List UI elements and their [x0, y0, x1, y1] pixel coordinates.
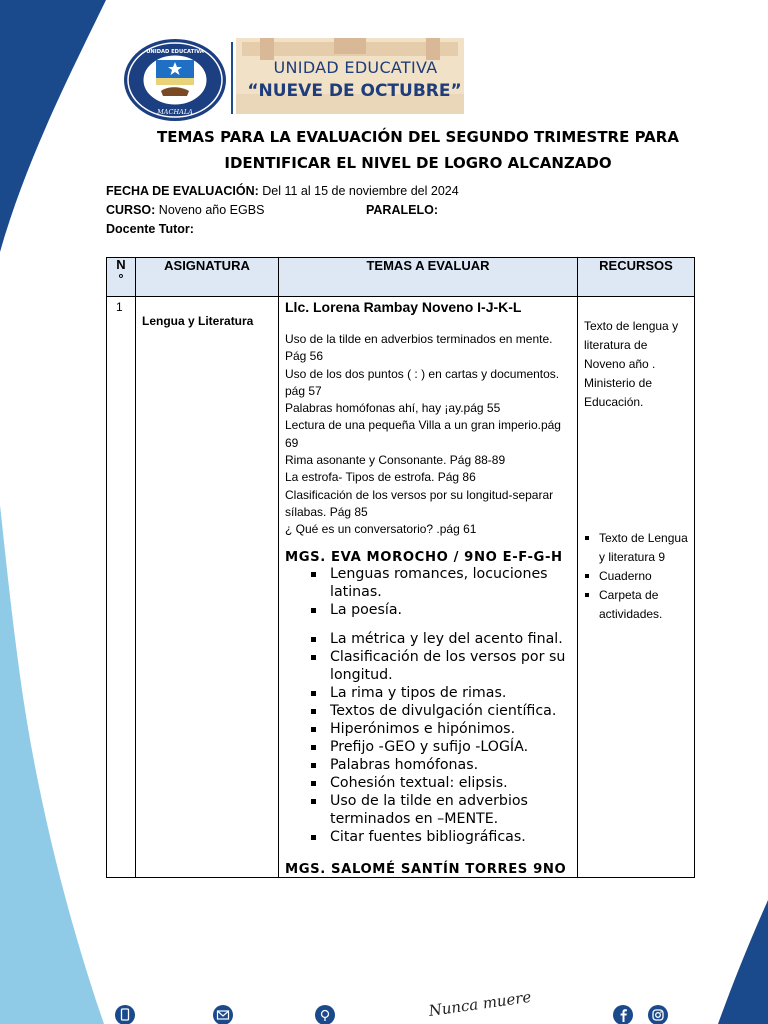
topics-table [106, 257, 695, 878]
topic1-item: Palabras homófonas ahí, hay ¡ay.pág 55 [285, 401, 501, 416]
resources-list [584, 529, 690, 624]
header-subject: ASIGNATURA [136, 258, 279, 297]
teacher3-heading: MGS. SALOMÉ SANTÍN TORRES 9NO [285, 861, 567, 877]
topic1-item: ¿ Qué es un conversatorio? .pág 61 [285, 522, 477, 537]
teacher1-heading: Llc. Lorena Rambay Noveno I-J-K-L [285, 299, 522, 315]
school-crest-logo [123, 38, 227, 122]
list-item: Texto de Lengua y literatura 9 [584, 529, 690, 567]
list-item: Prefijo -GEO y sufijo -LOGÍA. [309, 738, 574, 756]
table-header-row [107, 258, 695, 297]
topic1-item: La estrofa- Tipos de estrofa. Pág 86 [285, 470, 476, 485]
list-item: Cuaderno [584, 567, 690, 586]
parallel-info [366, 203, 438, 217]
list-item: Textos de divulgación científica. [309, 702, 574, 720]
course-label: CURSO: [106, 203, 156, 217]
topics2-list [285, 565, 574, 846]
document-title [150, 124, 686, 176]
logo-title-line1: UNIDAD EDUCATIVA [273, 58, 438, 77]
tutor-label: Docente Tutor: [106, 222, 194, 236]
title-line2: IDENTIFICAR EL NIVEL DE LOGRO ALCANZADO [224, 154, 612, 172]
instagram-icon [647, 1004, 669, 1024]
row-subject: Lengua y Literatura [136, 297, 279, 878]
topic1-item: Clasificación de los versos por su longitud-separar sílabas. Pág 85 [285, 487, 554, 519]
list-item: Hiperónimos e hipónimos. [309, 720, 574, 738]
header-resources: RECURSOS [578, 258, 695, 297]
list-item: Cohesión textual: elipsis. [309, 774, 574, 792]
header-number-line2: ° [118, 271, 124, 286]
course-info [106, 203, 264, 217]
list-item: La métrica y ley del acento final. [309, 630, 574, 648]
list-item: Lenguas romances, locuciones latinas. [309, 565, 574, 601]
parallel-label: PARALELO: [366, 203, 438, 217]
evaluation-date-label: FECHA DE EVALUACIÓN: [106, 184, 259, 198]
mail-icon [212, 1004, 234, 1024]
list-item: Carpeta de actividades. [584, 586, 690, 624]
topic1-item: Rima asonante y Consonante. Pág 88-89 [285, 453, 506, 468]
topic1-item: Lectura de una pequeña Villa a un gran imperio.pág 69 [285, 418, 561, 450]
location-icon [314, 1004, 336, 1024]
svg-text:UNIDAD EDUCATIVA: UNIDAD EDUCATIVA [146, 49, 204, 55]
header-topics: TEMAS A EVALUAR [279, 258, 578, 297]
logo-divider [231, 42, 233, 114]
footer-motto: Nunca muere [427, 987, 533, 1020]
header-number-line1: N [116, 257, 126, 272]
topic1-item: Uso de los dos puntos ( : ) en cartas y documentos. pág 57 [285, 366, 560, 398]
list-item: La rima y tipos de rimas. [309, 684, 574, 702]
title-line1: TEMAS PARA LA EVALUACIÓN DEL SEGUNDO TRIMESTRE PARA [157, 128, 679, 146]
header-number [107, 258, 136, 297]
evaluation-date-value: Del 11 al 15 de noviembre del 2024 [258, 184, 459, 198]
evaluation-date [106, 184, 459, 198]
row-topics [279, 297, 578, 878]
resources-text: Texto de lengua y literatura de Noveno año . Ministerio de Educación. [584, 319, 679, 409]
logo-title-line2: “NUEVE DE OCTUBRE” [247, 81, 462, 101]
row-number: 1 [107, 297, 136, 878]
table-row [107, 297, 695, 878]
list-item: La poesía. [309, 601, 574, 619]
phone-icon [114, 1004, 136, 1024]
list-item: Citar fuentes bibliográficas. [309, 828, 574, 846]
topic1-item: Uso de la tilde en adverbios terminados en mente. Pág 56 [285, 332, 553, 364]
list-item: Clasificación de los versos por su longitud. [309, 648, 574, 684]
list-item: Uso de la tilde en adverbios terminados en –MENTE. [309, 792, 574, 828]
course-value: Noveno año EGBS [155, 203, 265, 217]
row-resources [578, 297, 695, 878]
list-item: Palabras homófonas. [309, 756, 574, 774]
tutor-info [106, 222, 194, 236]
svg-text:MACHALA: MACHALA [157, 108, 193, 116]
facebook-icon [612, 1004, 634, 1024]
teacher2-heading: MGS. EVA MOROCHO / 9NO E-F-G-H [285, 549, 563, 565]
